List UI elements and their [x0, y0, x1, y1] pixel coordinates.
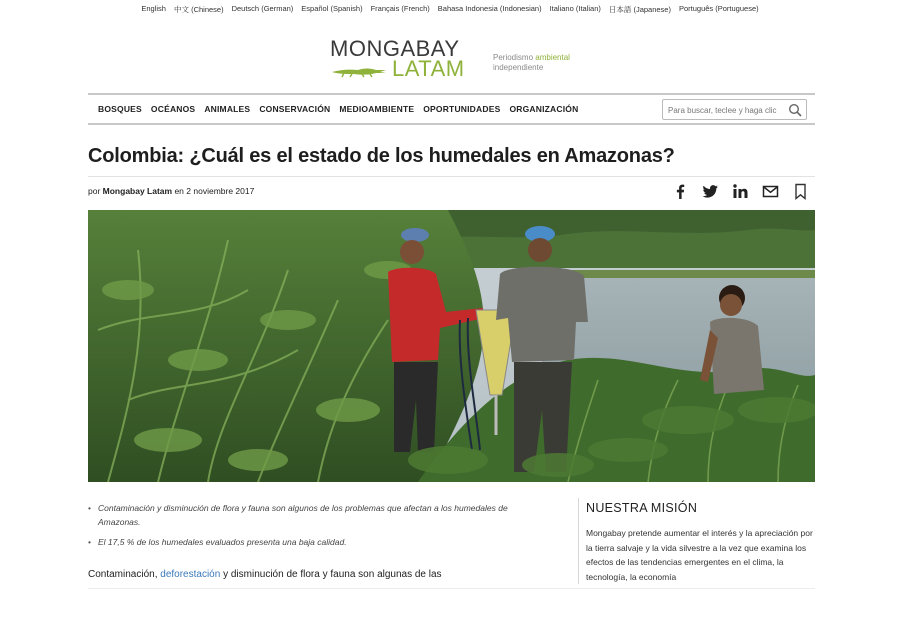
- mission-title: NUESTRA MISIÓN: [586, 501, 698, 515]
- bookmark-icon[interactable]: [792, 183, 809, 200]
- language-link[interactable]: Italiano (Italian): [549, 4, 601, 13]
- nav-item-organizacion[interactable]: ORGANIZACIÓN: [509, 104, 579, 114]
- author-link[interactable]: Mongabay Latam: [102, 186, 173, 196]
- title-divider: [88, 176, 815, 177]
- search-icon[interactable]: [788, 103, 802, 117]
- language-link[interactable]: 中文 (Chinese): [173, 5, 224, 14]
- article-summary: [88, 501, 528, 555]
- hero-image: [88, 210, 815, 482]
- language-bar: [0, 4, 900, 16]
- nav-item-bosques[interactable]: BOSQUES: [98, 104, 142, 114]
- main-navigation: [88, 93, 815, 125]
- logo-name-top: MONGABAY: [330, 36, 460, 61]
- search-input[interactable]: [663, 101, 783, 120]
- nav-item-medioambiente[interactable]: MEDIOAMBIENTE: [339, 104, 415, 114]
- nav-item-animales[interactable]: ANIMALES: [204, 104, 251, 114]
- nav-item-oportunidades[interactable]: OPORTUNIDADES: [423, 104, 501, 114]
- language-link[interactable]: Français (French): [370, 4, 430, 13]
- language-link[interactable]: Español (Spanish): [301, 4, 363, 13]
- deforestation-link[interactable]: deforestación: [160, 569, 221, 580]
- article-title: Colombia: ¿Cuál es el estado de los humedales en Amazonas?: [88, 145, 675, 167]
- site-logo[interactable]: [330, 38, 480, 84]
- linkedin-icon[interactable]: [732, 183, 749, 200]
- language-link[interactable]: Bahasa Indonesia (Indonesian): [437, 4, 542, 13]
- sidebar-divider: [578, 498, 579, 584]
- site-tagline: Periodismo ambiental independiente: [493, 53, 570, 72]
- language-link[interactable]: Deutsch (German): [231, 4, 294, 13]
- summary-bullet: • Contaminación y disminución de flora y fauna son algunos de los problemas que afectan a los humedales de Amazonas.: [88, 501, 528, 529]
- twitter-icon[interactable]: [702, 183, 719, 200]
- crocodile-icon: [330, 64, 388, 78]
- article-byline: por Mongabay Latam en 2 noviembre 2017: [88, 186, 255, 196]
- facebook-icon[interactable]: [672, 183, 689, 200]
- email-icon[interactable]: [762, 183, 779, 200]
- content-bottom-rule: [88, 588, 815, 589]
- language-link[interactable]: English: [141, 4, 166, 13]
- search-box: [662, 99, 807, 120]
- summary-bullet: • El 17,5 % de los humedales evaluados presenta una baja calidad.: [88, 535, 528, 549]
- mission-text: Mongabay pretende aumentar el interés y la apreciación por la tierra salvaje y la vida silvestre a la vez que examina los efectos de las tendencias emergentes en el clima, la tecnología, la economía: [586, 528, 813, 582]
- language-link[interactable]: 日本語 (Japanese): [608, 5, 671, 14]
- nav-item-conservacion[interactable]: CONSERVACIÓN: [259, 104, 331, 114]
- logo-name-bottom: LATAM: [392, 56, 465, 81]
- publish-date: 2 noviembre 2017: [186, 186, 255, 196]
- language-link[interactable]: Português (Portuguese): [678, 4, 759, 13]
- nav-item-oceanos[interactable]: OCÉANOS: [150, 104, 196, 114]
- share-bar: [672, 183, 809, 200]
- article-body: Contaminación, deforestación y disminución de flora y fauna son algunas de las: [88, 569, 442, 580]
